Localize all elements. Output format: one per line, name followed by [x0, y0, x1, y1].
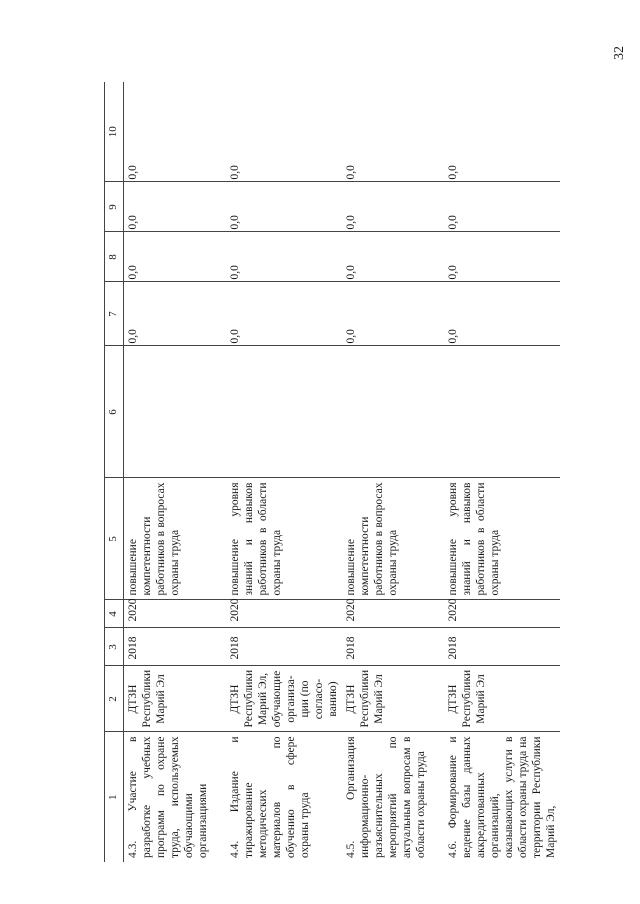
table-row: [342, 82, 444, 862]
value-cell: 0,0: [444, 232, 560, 282]
header-row: [105, 82, 124, 862]
executor-cell: ДТЗН Республики Марий Эл: [444, 666, 560, 732]
activity-cell: 4.6. Формирование и ведение базы данных аккредитованных организаций, оказывающих услуги в области охраны труда на территории Республики Марий Эл,: [444, 732, 560, 862]
table-row: [444, 82, 560, 862]
end-year-cell: 2020: [226, 600, 342, 628]
value-cell: 0,0: [344, 165, 357, 180]
result-cell: повышение уровня знаний и навыков работников в области охраны труда: [226, 478, 342, 600]
header-col-3: 3: [105, 628, 124, 666]
value-cell: 0,0: [446, 165, 459, 180]
executor-cell: ДТЗН Республики Марий Эл, обучающие организа-ции (по согласо-ванию): [226, 666, 342, 732]
start-year-cell: 2018: [444, 628, 560, 666]
value-cell: 0,0: [444, 282, 560, 346]
value-cell: 0,0: [124, 282, 226, 346]
activity-cell: 4.4. Издание и тиражирование методических материалов по обучению в сфере охраны труда: [226, 732, 342, 862]
header-col-2: 2: [105, 666, 124, 732]
table-row: [124, 82, 226, 862]
header-col-6: 6: [105, 346, 124, 478]
header-col-5: 5: [105, 478, 124, 600]
result-cell: повышение компетентности работников в вопросах охраны труда: [124, 478, 226, 600]
empty-cell: [226, 346, 342, 478]
header-col-9: 9: [105, 182, 124, 232]
header-col-7: 7: [105, 282, 124, 346]
end-year-cell: 2020: [124, 600, 226, 628]
executor-cell: ДТЗН Республики Марий Эл: [124, 666, 226, 732]
value-cell: 0,0: [228, 165, 241, 180]
value-cell: 0,0: [127, 165, 139, 180]
value-cell: 0,0: [226, 282, 342, 346]
header-col-4: 4: [105, 600, 124, 628]
header-col-1: 1: [105, 732, 124, 862]
header-col-8: 8: [105, 232, 124, 282]
value-cell: 0,0: [342, 282, 444, 346]
header-col-10: 10: [105, 82, 124, 182]
result-cell: повышение компетентности работников в вопросах охраны труда: [342, 478, 444, 600]
value-cell: 0,0: [124, 232, 226, 282]
end-year-cell: 2020: [342, 600, 444, 628]
rotated-table-container: [104, 82, 557, 862]
activity-cell: 4.3. Участие в разработке учебных программ по охране труда, используемых обучающими организациями: [124, 732, 226, 862]
value-cell: 0,0: [226, 232, 342, 282]
empty-cell: [124, 346, 226, 478]
start-year-cell: 2018: [226, 628, 342, 666]
page-number: 32: [612, 46, 627, 60]
result-cell: повышение уровня знаний и навыков работников в области охраны труда: [444, 478, 560, 600]
executor-cell: ДТЗН Республики Марий Эл: [342, 666, 444, 732]
value-cell: 0,0: [444, 182, 560, 232]
activity-cell: 4.5. Организация информационно-разъяснительных мероприятий по актуальным вопросам в области охраны труда: [342, 732, 444, 862]
start-year-cell: 2018: [342, 628, 444, 666]
value-cell: 0,0: [124, 182, 226, 232]
empty-cell: [342, 346, 444, 478]
value-cell: 0,0: [226, 182, 342, 232]
program-activities-table: [104, 82, 560, 862]
value-cell: 0,0: [342, 232, 444, 282]
table-row: [226, 82, 342, 862]
start-year-cell: 2018: [124, 628, 226, 666]
end-year-cell: 2020: [444, 600, 560, 628]
value-cell: 0,0: [342, 182, 444, 232]
empty-cell: [444, 346, 560, 478]
